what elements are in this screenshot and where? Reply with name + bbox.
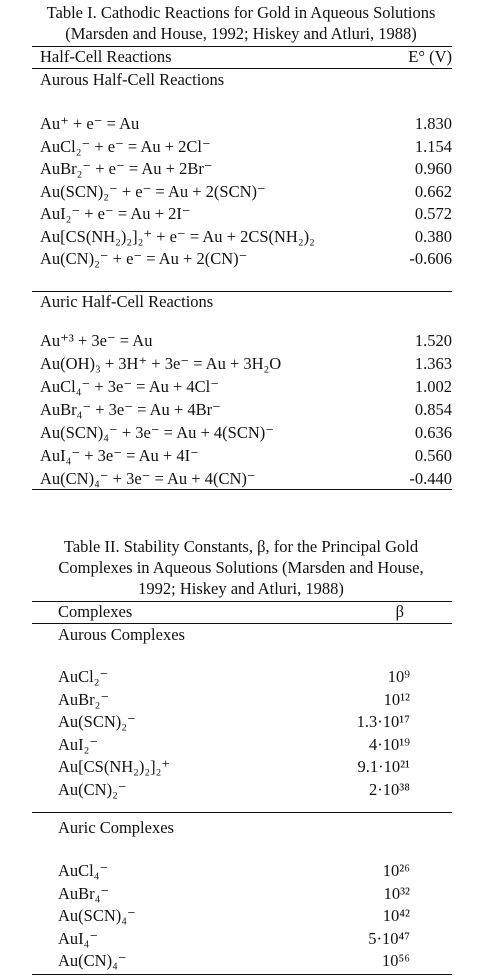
table1-aurous-heading: Aurous Half-Cell Reactions xyxy=(40,70,225,89)
table1-auric-heading: Auric Half-Cell Reactions xyxy=(40,292,214,311)
table2-aurous-heading: Aurous Complexes xyxy=(58,625,185,644)
table1-auric-row-value: 0.560 xyxy=(414,446,452,465)
table1-aurous-row-value: -0.606 xyxy=(409,249,452,268)
table1-aurous-row-value: 1.830 xyxy=(414,114,452,133)
table1-col-reaction: Half-Cell Reactions xyxy=(40,47,172,66)
table1-aurous-row-value: 1.154 xyxy=(414,136,452,156)
table2-aurous-row xyxy=(0,712,482,734)
table1-aurous-row-value: 0.662 xyxy=(414,181,452,201)
table2-aurous-row-label: Au(CN)₂⁻ xyxy=(58,779,127,799)
table2-bottom-rule xyxy=(32,974,452,975)
table2-col-beta: β xyxy=(395,602,404,621)
table2-aurous-row-label: AuCl₂⁻ xyxy=(58,667,109,686)
table2-auric-row-value: 5·10⁴⁷ xyxy=(368,928,410,948)
table2-aurous-row-label: Au(SCN)₂⁻ xyxy=(58,712,136,731)
table2-auric-row-label: AuCl₄⁻ xyxy=(58,861,109,880)
table1-auric-row-label: Au⁺³ + 3e⁻ = Au xyxy=(40,331,153,350)
table2-auric-row-value: 10⁴² xyxy=(382,906,410,925)
table1-auric-row-label: Au(SCN)₄⁻ + 3e⁻ = Au + 4(SCN)⁻ xyxy=(40,423,274,442)
table1-aurous-row-label: AuI₂⁻ + e⁻ = Au + 2I⁻ xyxy=(40,204,191,223)
table2-aurous-row xyxy=(0,667,482,689)
table1-auric-row-label: Au(OH)₃ + 3H⁺ + 3e⁻ = Au + 3H₂O xyxy=(40,354,282,373)
table1-aurous-row xyxy=(0,249,482,271)
table2-auric-row-value: 10³² xyxy=(383,883,410,903)
table2-auric-row xyxy=(0,861,482,883)
table2-auric-row xyxy=(0,929,482,951)
table2-mid-rule xyxy=(32,812,452,813)
table1-auric-row xyxy=(0,331,482,353)
table2-auric-row-value: 10²⁶ xyxy=(382,861,410,880)
table2-aurous-row-value: 1.3·10¹⁷ xyxy=(356,712,410,731)
table2-caption-line3: 1992; Hiskey and Atluri, 1988) xyxy=(138,579,344,598)
table1-aurous-row xyxy=(0,182,482,204)
table1-aurous-row xyxy=(0,159,482,181)
table1-aurous-row xyxy=(0,114,482,136)
table1-col-potential: E° (V) xyxy=(408,47,452,66)
table2-aurous-row-value: 10⁹ xyxy=(387,667,410,686)
table1-aurous-row-label: Au⁺ + e⁻ = Au xyxy=(40,114,140,133)
table1-auric-row-value: 1.363 xyxy=(414,354,452,373)
table1-auric-row xyxy=(0,469,482,491)
table2-aurous-row xyxy=(0,735,482,757)
table1-aurous-row-value: 0.572 xyxy=(414,204,452,223)
table1-aurous-row-label: Au[CS(NH₂)₂]₂⁺ + e⁻ = Au + 2CS(NH₂)₂ xyxy=(40,226,315,246)
table1-caption-line2: (Marsden and House, 1992; Hiskey and Atluri, 1988) xyxy=(65,24,417,43)
table1-aurous-row xyxy=(0,137,482,159)
table2-aurous-row xyxy=(0,757,482,779)
table2-header-rule xyxy=(32,623,452,624)
table1-aurous-row-label: Au(SCN)₂⁻ + e⁻ = Au + 2(SCN)⁻ xyxy=(40,181,266,201)
table2-aurous-row-label: AuBr₂⁻ xyxy=(58,689,110,709)
table1-bottom-rule xyxy=(32,489,452,490)
table2-auric-row-label: Au(CN)₄⁻ xyxy=(58,951,127,970)
table2-caption-line2: Complexes in Aqueous Solutions (Marsden and House, xyxy=(58,558,424,577)
table2-auric-row-value: 10⁵⁶ xyxy=(381,951,410,970)
table1-aurous-row xyxy=(0,204,482,226)
table1-auric-row xyxy=(0,354,482,376)
table2-col-complex: Complexes xyxy=(58,602,133,621)
table2-aurous-row xyxy=(0,780,482,802)
table1-auric-row-value: -0.440 xyxy=(409,469,452,488)
table1-caption-line1: Table I. Cathodic Reactions for Gold in Aqueous Solutions xyxy=(46,3,436,22)
table1-aurous-row-label: AuBr₂⁻ + e⁻ = Au + 2Br⁻ xyxy=(40,159,213,178)
table1-aurous-row-label: Au(CN)₂⁻ + e⁻ = Au + 2(CN)⁻ xyxy=(40,249,248,268)
table2-aurous-row-value: 10¹² xyxy=(383,689,410,709)
table2-auric-row xyxy=(0,906,482,928)
table1-header-rule xyxy=(32,68,452,69)
table1-auric-row xyxy=(0,423,482,445)
table1-auric-row-label: Au(CN)₄⁻ + 3e⁻ = Au + 4(CN)⁻ xyxy=(40,469,256,488)
table2-aurous-row xyxy=(0,690,482,712)
table1-auric-row-label: AuCl₄⁻ + 3e⁻ = Au + 4Cl⁻ xyxy=(40,377,219,396)
table2-auric-heading: Auric Complexes xyxy=(58,818,174,837)
table1-auric-row-label: AuBr₄⁻ + 3e⁻ = Au + 4Br⁻ xyxy=(40,400,221,419)
table1-aurous-row-value: 0.380 xyxy=(414,226,452,246)
table2-auric-row-label: AuBr₄⁻ xyxy=(58,883,110,903)
table1-auric-row-value: 0.636 xyxy=(414,423,452,442)
table1-auric-row xyxy=(0,446,482,468)
table2-auric-row xyxy=(0,884,482,906)
table2-auric-row-label: Au(SCN)₄⁻ xyxy=(58,906,136,925)
table1-auric-row-value: 1.520 xyxy=(414,331,452,350)
table2-auric-row-label: AuI₄⁻ xyxy=(58,928,99,948)
table1-aurous-row xyxy=(0,227,482,249)
table2-auric-row xyxy=(0,951,482,973)
table2-aurous-row-value: 2·10³⁸ xyxy=(369,779,410,799)
table1-aurous-row-label: AuCl₂⁻ + e⁻ = Au + 2Cl⁻ xyxy=(40,136,211,156)
table1-auric-row-value: 0.854 xyxy=(414,400,452,419)
table1-auric-row-label: AuI₄⁻ + 3e⁻ = Au + 4I⁻ xyxy=(40,446,199,465)
table1-auric-row-value: 1.002 xyxy=(414,377,452,396)
table2-aurous-row-label: Au[CS(NH₂)₂]₂⁺ xyxy=(58,757,171,776)
table2-aurous-row-value: 9.1·10²¹ xyxy=(357,757,410,776)
table1-auric-row xyxy=(0,377,482,399)
table2-aurous-row-value: 4·10¹⁹ xyxy=(369,734,410,754)
table2-caption-line1: Table II. Stability Constants, β, for the Principal Gold xyxy=(63,537,419,556)
table1-aurous-row-value: 0.960 xyxy=(414,159,452,178)
table1-auric-row xyxy=(0,400,482,422)
table2-aurous-row-label: AuI₂⁻ xyxy=(58,734,99,754)
